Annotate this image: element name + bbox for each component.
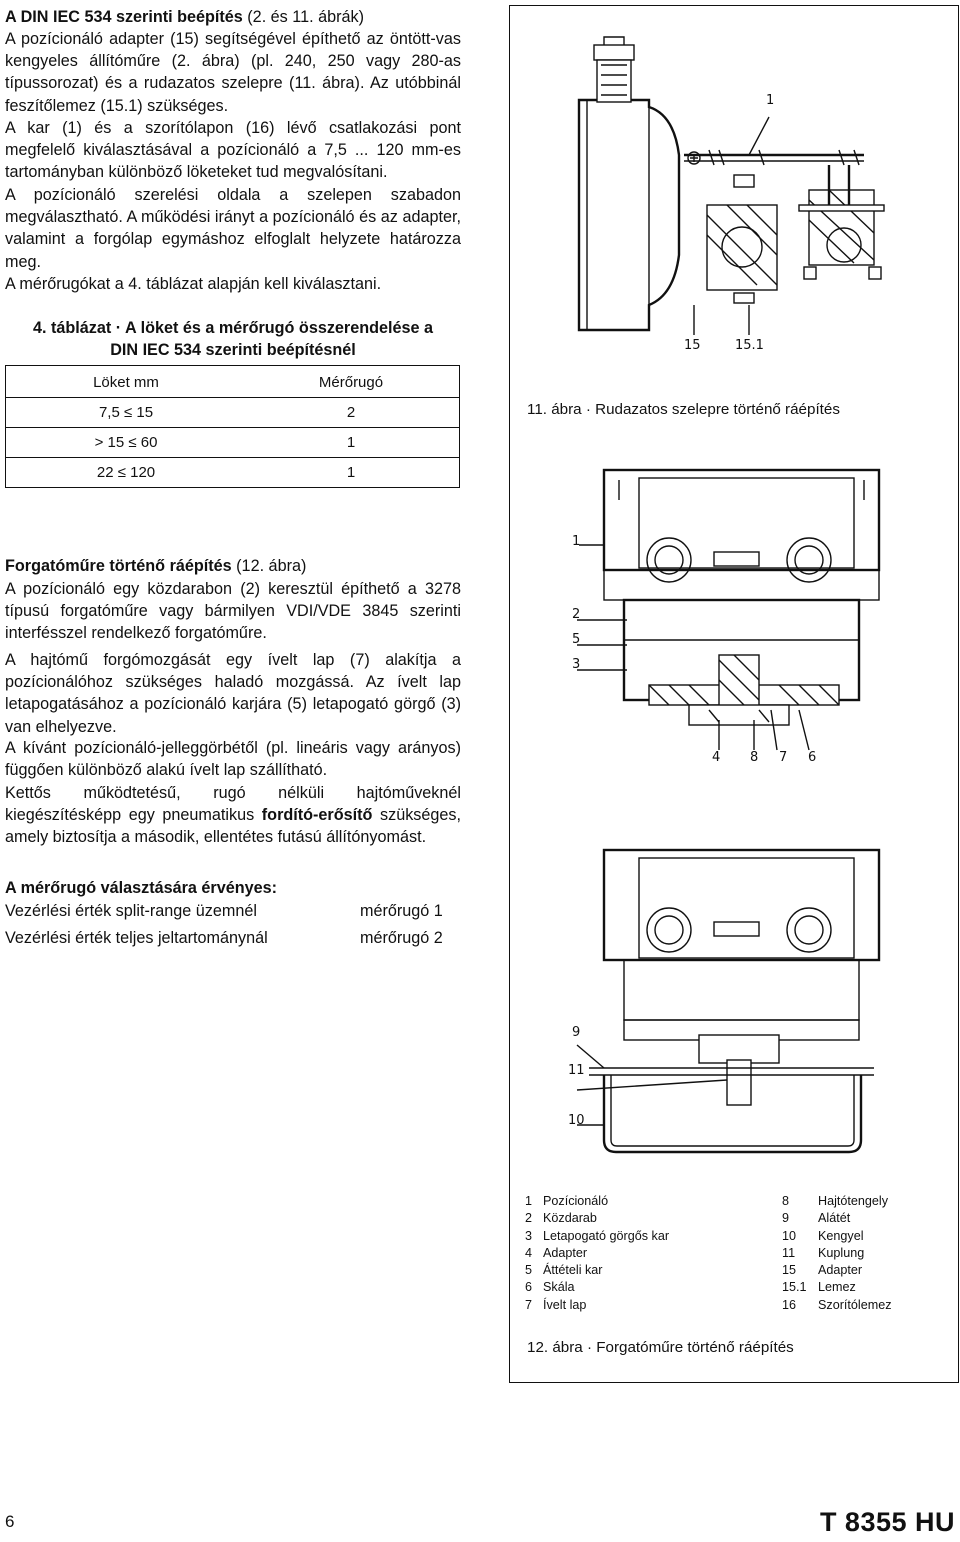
spring-selection-label: Vezérlési érték split-range üzemnél [5,902,257,920]
section-heading-rotary [5,555,461,577]
legend-number: 10 [782,1228,797,1243]
legend-text: Alátét [818,1211,851,1226]
figure-12-label-8: 8 [750,750,759,765]
section-heading-din [5,6,461,28]
figure-12-label-2: 2 [572,607,581,622]
paragraph-intermediate-piece: A pozícionáló egy közdarabon (2) keresztül építhető a 3278 típusú forgatóműre vagy bármilyen VDI/VDE 3845 szerinti interfésszel rendelkező forgatóműre. [5,580,461,643]
legend-text: Hajtótengely [818,1194,889,1208]
stroke-spring-table [5,365,460,488]
table-cell-spring: 2 [346,404,356,421]
table-header-stroke: Löket mm [93,374,159,391]
section-heading-din-rest: (2. és 11. ábrák) [242,8,364,26]
legend-number: 15 [782,1263,797,1278]
section-heading-rotary-rest: (12. ábra) [231,557,307,575]
table-title [5,317,461,361]
figure-12-label-5: 5 [572,632,581,647]
legend-text: Közdarab [543,1211,597,1226]
spring-selection-label: Vezérlési érték teljes jeltartománynál [5,929,268,947]
legend-number: 5 [525,1263,533,1278]
legend-text: Kengyel [818,1228,864,1243]
paragraph-adapter: A pozícionáló adapter (15) segítségével építhető az öntött-vas kengyeles állítóműre (2. ábra) (pl. 240, 250 vagy 280-as típussorozat) és a rudazatos szelepre (11. ábra). Az utóbbinál feszítőlemez (15.1) szükséges. [5,30,461,115]
table-cell-spring: 1 [346,434,356,451]
figure-12-legend-left [525,1193,745,1314]
paragraph-lever: A kar (1) és a szorítólapon (16) lévő csatlakozási pont megfelelő kiválasztásával a pozícionáló a 7,5 ... 120 mm-es tartományban különböző löketeket tud megvalósítani. [5,119,461,182]
section-heading-din-bold: A DIN IEC 534 szerinti beépítés [5,8,243,26]
legend-item [782,1297,952,1314]
legend-text: Ívelt lap [543,1297,587,1312]
figure-12-label-3: 3 [572,657,581,672]
legend-number: 11 [782,1245,796,1260]
legend-item [782,1210,952,1227]
spring-selection-value: mérőrugó 1 [360,902,443,920]
legend-item [782,1279,952,1296]
section-heading-rotary-bold: Forgatóműre történő ráépítés [5,557,232,575]
figure-11-drawing [509,5,959,405]
legend-item [525,1245,745,1262]
figure-12-label-4: 4 [712,750,721,765]
table-row [6,398,459,428]
paragraph-double-acting-a: Kettős működtetésű, rugó nélküli hajtóműveknél kiegészítésképp egy pneumatikus [5,784,461,825]
table-cell-spring: 1 [346,464,356,481]
figure-11-label-15-1: 15.1 [735,338,764,353]
legend-text: Adapter [543,1245,588,1260]
page-number: 6 [5,1512,15,1531]
legend-text: Lemez [818,1280,856,1295]
legend-text: Adapter [818,1263,863,1278]
reversing-amplifier-term: fordító-erősítő [261,806,373,825]
legend-number: 6 [525,1280,533,1295]
legend-item [782,1262,952,1279]
paragraph-double-acting-b: szükséges, amely biztosítja a második, ellentétes futású állítónyomást. [5,806,461,847]
document-code: T 8355 HU [819,1507,955,1537]
legend-number: 16 [782,1297,797,1312]
legend-number: 4 [525,1245,533,1260]
legend-item [525,1228,745,1245]
legend-number: 9 [782,1211,790,1226]
table-title-line1: 4. táblázat · A löket és a mérőrugó összerendelése a [32,319,434,337]
figure-12-label-9: 9 [572,1025,581,1040]
legend-item [525,1262,745,1279]
spring-selection-row [5,900,461,922]
legend-item [525,1279,745,1296]
spring-selection-heading: A mérőrugó választására érvényes: [5,879,278,897]
paragraph-double-acting [5,782,461,849]
figure-12-label-1: 1 [572,534,581,549]
table-cell-stroke: > 15 ≤ 60 [94,434,158,451]
legend-item [782,1193,952,1210]
legend-text: Letapogató görgős kar [543,1228,670,1243]
figure-12-label-11: 11 [568,1063,585,1078]
legend-text: Kuplung [818,1245,865,1260]
legend-item [525,1210,745,1227]
table-header-row [6,368,459,398]
figure-11-label-15: 15 [684,338,701,353]
figure-12-label-10: 10 [568,1113,585,1128]
figure-12-caption: 12. ábra · Forgatóműre történő ráépítés [527,1339,794,1356]
legend-number: 15.1 [782,1280,807,1295]
table-title-line2: DIN IEC 534 szerinti beépítésnél [110,341,356,360]
legend-item [782,1228,952,1245]
paragraph-spring-choice: A mérőrugókat a 4. táblázat alapján kell kiválasztani. [5,275,382,293]
legend-number: 8 [782,1194,790,1208]
legend-number: 1 [525,1194,533,1208]
figure-12-label-6: 6 [808,750,817,765]
paragraph-mounting-side: A pozícionáló szerelési oldala a szelepen szabadon megválasztható. A működési irányt a pozícionáló és az adapter, valamint a forgólap egymáshoz elfoglalt helyzete határozza meg. [5,186,461,271]
table-row [6,458,459,488]
figure-11-caption: 11. ábra · Rudazatos szelepre történő ráépítés [527,401,840,418]
spring-selection-row [5,927,461,949]
legend-number: 3 [525,1228,533,1243]
figure-12-label-7: 7 [779,750,788,765]
legend-text: Skála [543,1280,575,1295]
paragraph-cam-disc: A hajtómű forgómozgását egy ívelt lap (7) alakítja a pozícionálóhoz szükséges haladó mozgássá. Az ívelt lap letapogatásához a pozícionáló karjára (5) letapogató görgő (3) van elhelyezve. [5,651,461,736]
table-cell-stroke: 7,5 ≤ 15 [98,404,154,421]
legend-item [525,1297,745,1314]
legend-item [782,1245,952,1262]
legend-number: 2 [525,1211,533,1226]
table-cell-stroke: 22 ≤ 120 [96,464,156,481]
figure-12-legend-right [782,1193,952,1314]
legend-text: Pozícionáló [543,1194,609,1208]
legend-number: 7 [525,1297,533,1312]
spring-selection-value: mérőrugó 2 [360,929,443,947]
legend-text: Áttételi kar [543,1263,603,1278]
table-row [6,428,459,458]
legend-text: Szorítólemez [818,1297,892,1312]
legend-item [525,1193,745,1210]
table-header-spring: Mérőrugó [318,374,384,391]
paragraph-characteristic: A kívánt pozícionáló-jelleggörbétől (pl. lineáris vagy arányos) függően különböző alakú ívelt lap szállítható. [5,739,461,780]
figure-11-label-1: 1 [766,93,775,108]
